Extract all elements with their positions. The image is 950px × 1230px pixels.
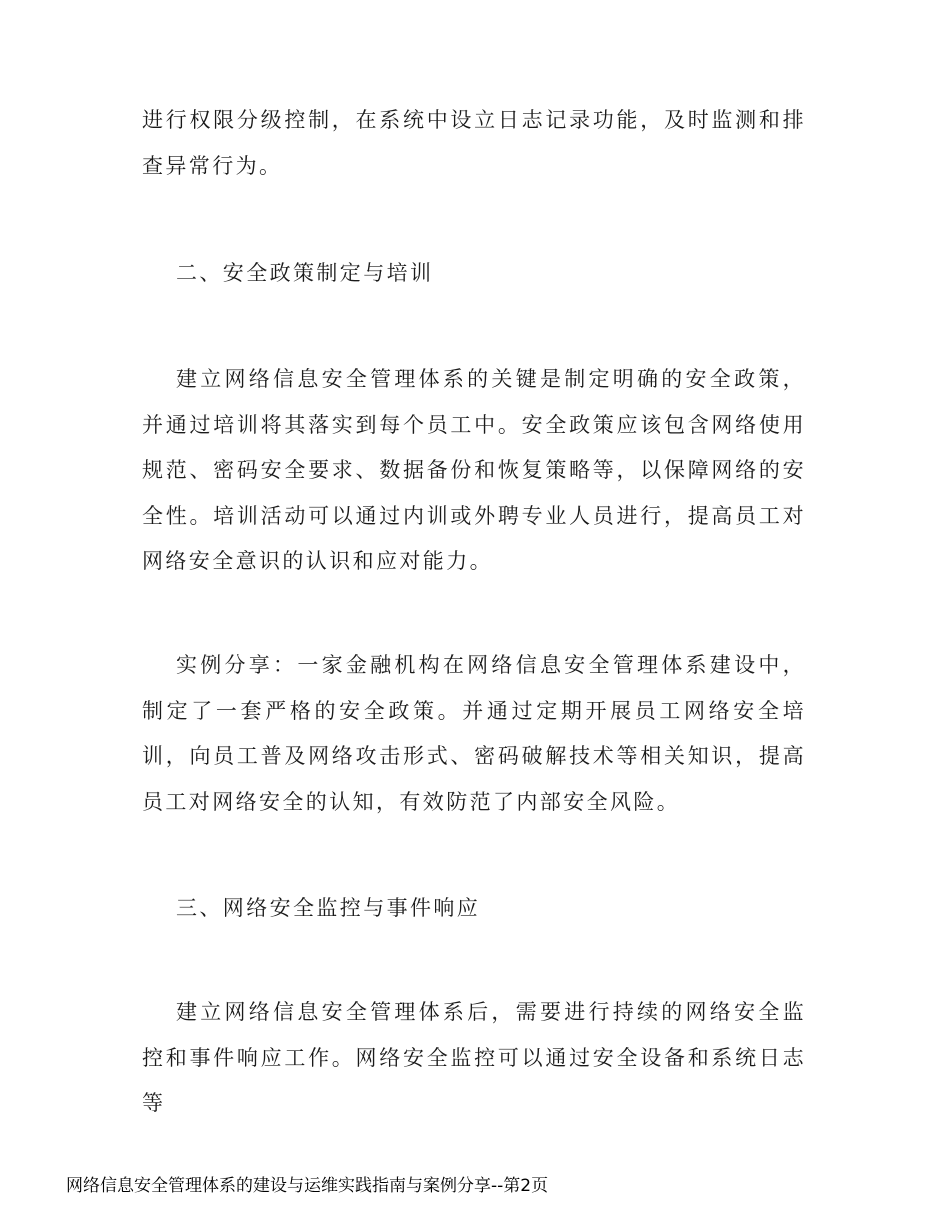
paragraph-case-study: 实例分享：一家金融机构在网络信息安全管理体系建设中，制定了一套严格的安全政策。并通过定期开展员工网络安全培训，向员工普及网络攻击形式、密码破解技术等相关知识，提高员工对网络安全的认知，有效防范了内部安全风险。	[142, 653, 806, 814]
section-heading-monitoring: 三、网络安全监控与事件响应	[176, 896, 481, 920]
page-footer: 网络信息安全管理体系的建设与运维实践指南与案例分享--第2页	[66, 1176, 549, 1196]
section-heading-security-policy: 二、安全政策制定与培训	[176, 261, 434, 285]
paragraph-security-policy: 建立网络信息安全管理体系的关键是制定明确的安全政策，并通过培训将其落实到每个员工中。安全政策应该包含网络使用规范、密码安全要求、数据备份和恢复策略等，以保障网络的安全性。培训活动可以通过内训或外聘专业人员进行，提高员工对网络安全意识的认识和应对能力。	[142, 367, 806, 573]
paragraph-access-control-continued: 进行权限分级控制，在系统中设立日志记录功能，及时监测和排查异常行为。	[142, 108, 806, 178]
paragraph-monitoring: 建立网络信息安全管理体系后，需要进行持续的网络安全监控和事件响应工作。网络安全监控可以通过安全设备和系统日志等	[142, 1000, 806, 1115]
